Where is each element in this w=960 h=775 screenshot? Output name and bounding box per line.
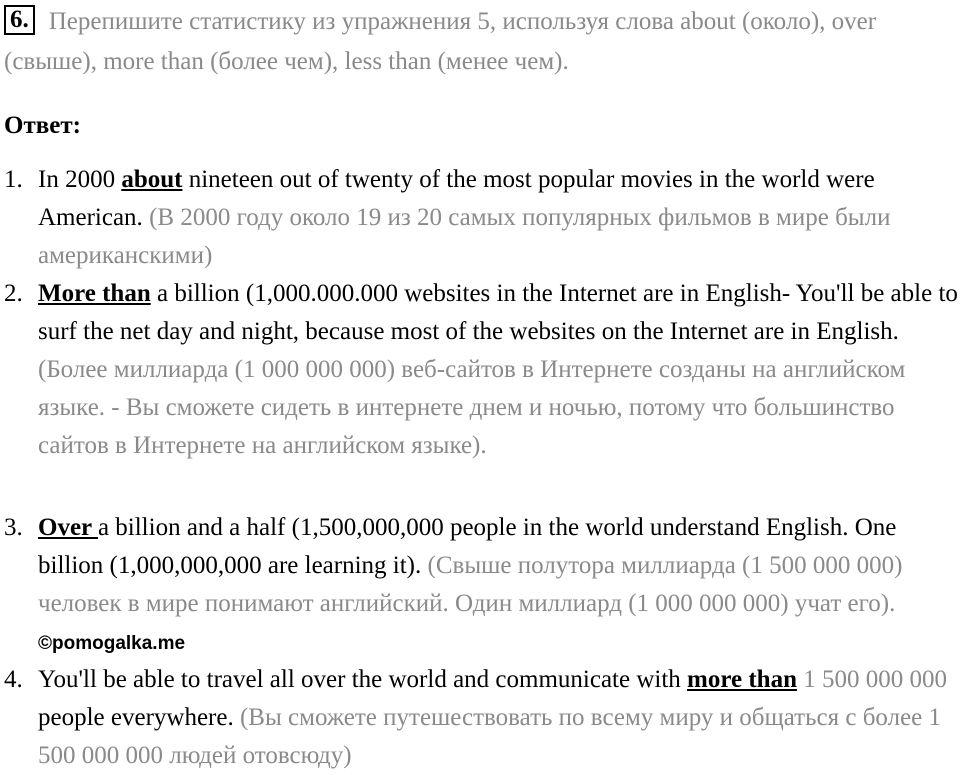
item-text-after: people everywhere. (38, 704, 234, 731)
item-body (38, 509, 960, 663)
item-body (38, 161, 960, 275)
item-body (38, 275, 960, 465)
watermark-text: ©pomogalka.me (38, 633, 186, 654)
item-text-after: a billion (1,000.000.000 websites in the Internet are in English- You'll be able to surf the net day and night, because most of the websites on the Internet are in English. (38, 280, 958, 345)
item-number-value: 1 500 000 000 (796, 666, 947, 693)
item-keyword: more than (687, 666, 797, 693)
task-text: Перепишите статистику из упражнения 5, используя слова about (около), over (свыше), more than (более чем), less than (менее чем). (4, 8, 877, 75)
item-text-before: You'll be able to travel all over the world and communicate with (38, 666, 688, 693)
item-translation: (Вы сможете путешествовать по всему миру и общаться с более 1 500 000 000 людей отовсюду) (38, 704, 942, 769)
item-translation: (Свыше полутора миллиарда (1 500 000 000) человек в мире понимают английский. Один миллиард (1 000 000 000) учат его). (38, 552, 903, 617)
item-number: 1. (4, 166, 23, 193)
item-keyword: Over (38, 514, 98, 541)
item-number: 2. (4, 280, 23, 307)
task-number: 6. (4, 5, 35, 35)
item-number: 3. (4, 514, 23, 541)
answer-item-1 (0, 161, 960, 275)
task-statement (4, 2, 954, 82)
answer-heading: Ответ: (4, 112, 81, 139)
item-text-after: nineteen out of twenty of the most popular movies in the world were American. (38, 166, 875, 231)
answer-item-4 (0, 661, 960, 775)
item-text-before: In 2000 (38, 166, 122, 193)
item-translation: (В 2000 году около 19 из 20 самых популярных фильмов в мире были американскими) (38, 204, 891, 269)
item-body (38, 661, 960, 775)
item-number: 4. (4, 666, 23, 693)
item-translation: (Более миллиарда (1 000 000 000) веб-сайтов в Интернете созданы на английском языке. - Вы сможете сидеть в интернете днем и ночью, потому что большинство сайтов в Интернете на английском языке). (38, 356, 906, 459)
item-keyword: More than (38, 280, 151, 307)
item-keyword: about (121, 166, 183, 193)
item-text-after: a billion and a half (1,500,000,000 people in the world understand English. One billion (1,000,000,000 are learning it). (38, 514, 897, 579)
answer-item-3 (0, 509, 960, 663)
answer-item-2 (0, 275, 960, 465)
